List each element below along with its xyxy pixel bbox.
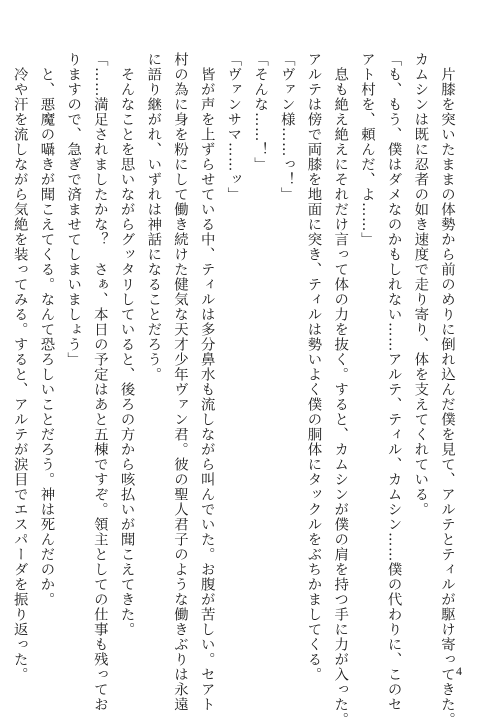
text-line: アト村を、頼んだ、よ……」 xyxy=(358,52,375,247)
text-line: 「……満足されましたかな？ さぁ、本日の予定はあと五棟ですぞ。領主としての仕事も残ってお xyxy=(91,52,108,712)
text-line: 「も、もう、僕はダメなのかもしれない……アルテ、ティル、カムシン……僕の代わりに、このセ xyxy=(385,52,402,712)
text-line: 村の為に身を粉にして働き続けた健気な天才少年ヴァン君。彼の聖人君子のような働きぶりは永遠 xyxy=(171,52,188,712)
text-line: 「ヴァン様……っ！」 xyxy=(278,52,295,202)
text-line: と、悪魔の囁きが聞こえてくる。なんて恐ろしいことだろう。神は死んだのか。 xyxy=(38,52,55,607)
text-line: アルテは傍で両膝を地面に突き、ティルは勢いよく僕の胴体にタックルをぶちかましてくる。 xyxy=(305,52,322,682)
text-line: 片膝を突いたままの体勢から前のめりに倒れ込んだ僕を見て、アルテとティルが駆け寄ってきた。 xyxy=(439,52,455,727)
text-line: 皆が声を上ずらせている中、ティルは多分鼻水も流しながら叫んでいた。お腹が苦しい。セアト xyxy=(198,52,215,712)
page-number: 4 xyxy=(456,664,462,678)
text-line: りますので、急ぎで済ませてしまいましょう」 xyxy=(65,52,82,367)
text-line: 息も絶え絶えにそれだけ言って体の力を抜く。すると、カムシンが僕の肩を持つ手に力が入った。 xyxy=(332,52,349,727)
text-line: 冷や汗を流しながら気絶を装ってみる。すると、アルテが涙目でエスパーダを振り返った。 xyxy=(11,52,28,682)
text-line: カムシンは既に忍者の如き速度で走り寄り、体を支えてくれている。 xyxy=(412,52,429,517)
text-line: そんなことを思いながらグッタリしていると、後ろの方から咳払いが聞こえてきた。 xyxy=(118,52,135,637)
text-line: に語り継がれ、いずれは神話になることだろう。 xyxy=(145,52,162,382)
vertical-text-block xyxy=(11,52,460,727)
text-line: 「そんな……！」 xyxy=(252,52,269,172)
text-line: 「ヴァンサマ……ッ」 xyxy=(225,52,242,202)
